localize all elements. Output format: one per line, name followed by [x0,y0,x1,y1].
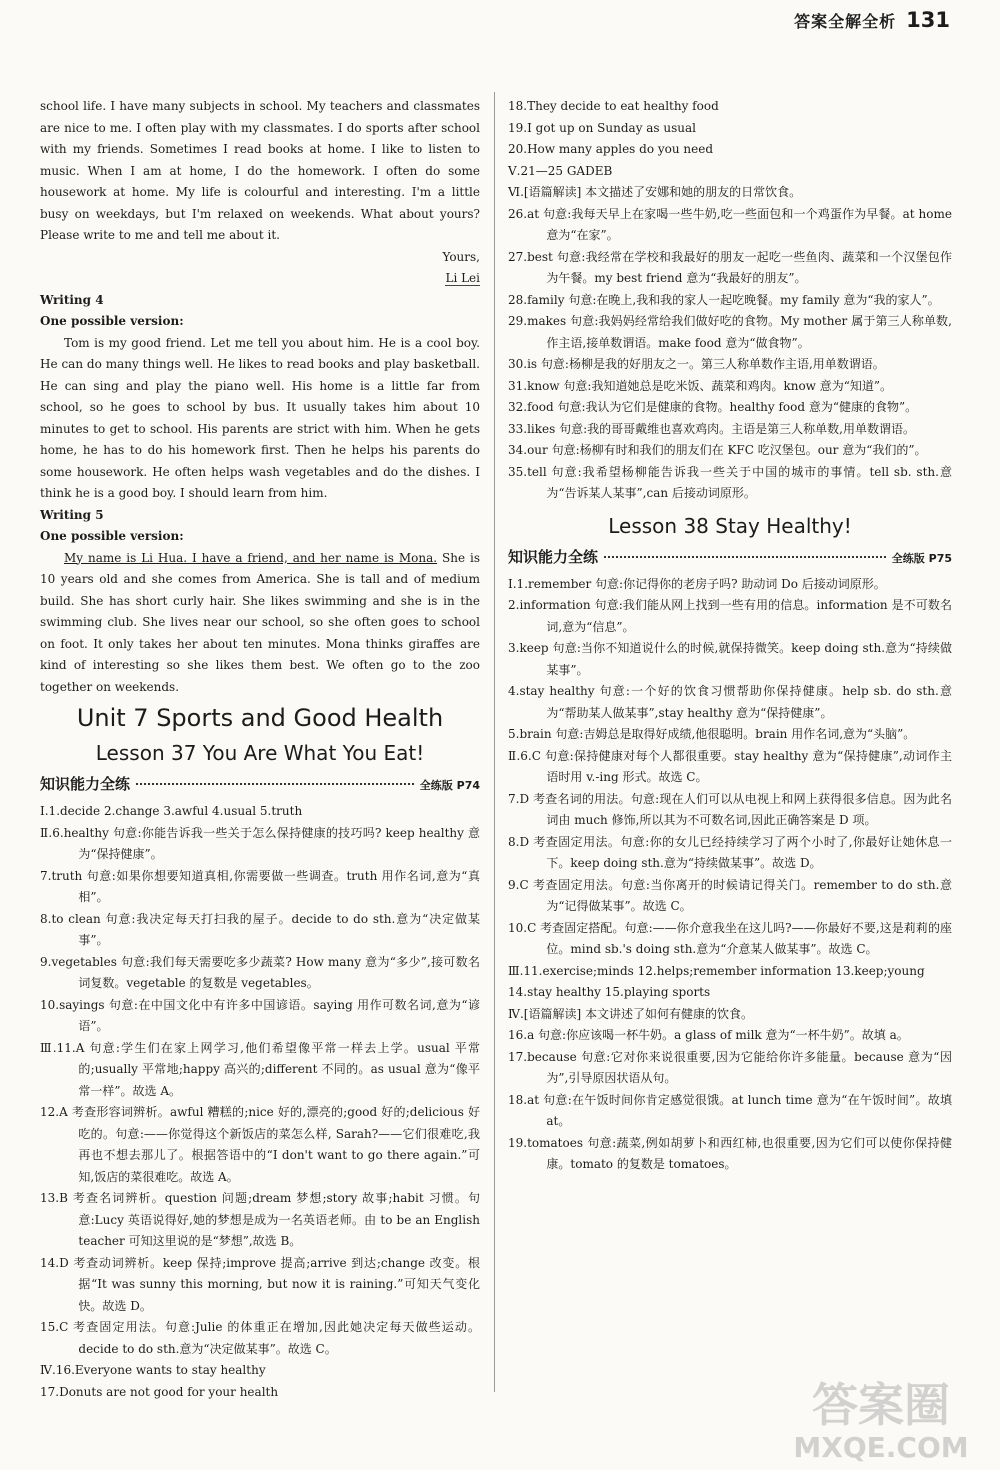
answer-item: Ⅰ.1.remember 句意:你记得你的老房子吗? 助动词 Do 后接动词原形。 [508,576,886,591]
answer-item: Ⅳ.[语篇解读] 本文讲述了如何有健康的饮食。 [508,1006,753,1021]
right-answer-list-bottom [508,574,952,1176]
writing5-rest: She is 10 years old and she comes from America. She is tall and of medium build. She has short curly hair. She likes swimming and she is in the swimming club. She lives near our school, so she often goes to school on foot. It only takes her about ten minutes. Mona thinks giraffes are kind of interesting so she likes them best. We often go to the zoo together on weekends. [40,550,480,694]
writing5-text [40,548,480,699]
answer-item: 31.know 句意:我知道她总是吃米饭、蔬菜和鸡肉。know 意为“知道”。 [508,378,893,393]
writing4-title: Writing 4 [40,292,104,307]
section-header-left [40,772,480,798]
answer-item: 34.our 句意:杨柳有时和我们的朋友们在 KFC 吃汉堡包。our 意为“我们的”。 [508,443,927,457]
answer-item: 32.food 句意:我认为它们是健康的食物。healthy food 意为“健康的食物”。 [508,400,918,414]
column-divider [494,92,495,1392]
section-header-right [508,545,952,571]
answer-item: 10.C 考查固定搭配。句意:——你介意我坐在这儿吗?——你最好不要,这是莉莉的座位。mind sb.'s doing sth.意为“介意某人做某事”。故选 C。 [508,920,952,956]
page-number: 131 [906,8,950,32]
writing3-paragraph: school life. I have many subjects in school. My teachers and classmates are nice to me. I often play with my classmates. I do sports after school with my friends. Sometimes I read books at home. I like to listen to music. When I am at home, I do the homework. I often do some housework at home. My life is colourful and interesting. I'm a little busy on weekdays, but I'm relaxed on weekends. What about yours? Please write to me and tell me about it. [40,99,480,242]
watermark-line1: 答案圈 [812,1378,950,1432]
right-answer-list-top [508,96,952,505]
answer-item: Ⅲ.11.exercise;minds 12.helps;remember information 13.keep;young [508,963,925,978]
answer-item: 18.at 句意:在午饭时间你肯定感觉很饿。at lunch time 意为“在午饭时间”。故填 at。 [508,1092,952,1128]
lesson-38-title: Lesson 38 Stay Healthy! [608,513,852,538]
lesson-37-title: Lesson 37 You Are What You Eat! [95,741,425,765]
unit-title: Unit 7 Sports and Good Health [76,704,444,732]
writing4-text: Tom is my good friend. Let me tell you about him. He is a cool boy. He can do many things well. He likes to read books and play basketball. He can sing and play the piano well. His home is a little far from school, so he goes to school by bus. It usually takes him about 10 minutes to get to school. His parents are strict with him. When he gets home, he has to do his homework first. Then he helps his parents do some housework. He often helps wash vegetables and do the dishes. I think he is a good boy. I should learn from him. [40,335,480,500]
answer-item: 30.is 句意:杨柳是我的好朋友之一。第三人称单数作主语,用单数谓语。 [508,357,885,371]
writing5-title: Writing 5 [40,507,104,522]
dotted-leader [604,556,886,558]
answer-item: Ⅱ.6.healthy 句意:你能告诉我一些关于怎么保持健康的技巧吗? keep healthy 意为“保持健康”。 [40,825,480,861]
answer-item: 7.D 考查名词的用法。句意:现在人们可以从电视上和网上获得很多信息。因为此名词由 much 修饰,所以其为不可数名词,因此正确答案是 D 项。 [508,791,952,827]
answer-item: 9.C 考查固定用法。句意:当你离开的时候请记得关门。remember to do sth.意为“记得做某事”。故选 C。 [508,877,952,913]
answer-item: 15.C 考查固定用法。句意:Julie 的体重正在增加,因此她决定每天做些运动。decide to do sth.意为“决定做某事”。故选 C。 [40,1320,480,1356]
answer-item: 28.family 句意:在晚上,我和我的家人一起吃晚餐。my family 意为“我的家人”。 [508,292,940,307]
letter-signature: Li Lei [445,271,480,285]
answer-item: Ⅲ.11.A 句意:学生们在家上网学习,他们希望像平常一样去上学。usual 平常的;usually 平常地;happy 高兴的;different 不同的。as usual 意为“像平常一样”。故选 A。 [40,1040,480,1098]
answer-item: Ⅴ.21—25 GADEB [508,163,613,178]
answer-item: 20.How many apples do you need [508,142,714,156]
answer-item: 19.I got up on Sunday as usual [508,120,697,135]
answer-item: 17.Donuts are not good for your health [40,1384,279,1399]
writing4-version: One possible version: [40,314,184,328]
watermark-logo [779,1369,984,1464]
answer-item: 16.a 句意:你应该喝一杯牛奶。a glass of milk 意为“一杯牛奶”。故填 a。 [508,1028,909,1042]
dotted-leader [136,783,414,785]
section-version: 全练版 P74 [419,779,480,792]
answer-item: 14.D 考查动词辨析。keep 保持;improve 提高;arrive 到达;change 改变。根据“It was sunny this morning, but now it is raining.”可知天气变化快。故选 D。 [40,1255,480,1313]
right-column [508,96,952,1176]
answer-item: 14.stay healthy 15.playing sports [508,985,711,999]
answer-item: Ⅰ.1.decide 2.change 3.awful 4.usual 5.truth [40,804,303,818]
answer-item: 12.A 考查形容词辨析。awful 糟糕的;nice 好的,漂亮的;good 好的;delicious 好吃的。句意:——你觉得这个新饭店的菜怎么样, Sarah?——它们很难吃,我再也不想去那儿了。根据答语中的“I don't want to go there again.”可知,饭店的菜很难吃。故选 A。 [40,1105,480,1184]
answer-item: 13.B 考查名词辨析。question 问题;dream 梦想;story 故事;habit 习惯。句意:Lucy 英语说得好,她的梦想是成为一名英语老师。由 to be an English teacher 可知这里说的是“梦想”,故选 B。 [40,1191,480,1248]
section-title: 知识能力全练 [40,775,131,793]
left-column [40,96,480,1403]
answer-item: 2.information 句意:我们能从网上找到一些有用的信息。information 是不可数名词,意为“信息”。 [508,598,952,634]
answer-item: 5.brain 句意:吉姆总是取得好成绩,他很聪明。brain 用作名词,意为“头脑”。 [508,727,916,741]
answer-item: 35.tell 句意:我希望杨柳能告诉我一些关于中国的城市的事情。tell sb. sth.意为“告诉某人某事”,can 后接动词原形。 [508,464,952,500]
answer-item: 27.best 句意:我经常在学校和我最好的朋友一起吃一些鱼肉、蔬菜和一个汉堡包作为午餐。my best friend 意为“我最好的朋友”。 [508,249,952,285]
writing5-version: One possible version: [40,529,184,543]
answer-item: 29.makes 句意:我妈妈经常给我们做好吃的食物。My mother 属于第三人称单数,作主语,接单数谓语。make food 意为“做食物”。 [508,314,952,350]
answer-item: Ⅵ.[语篇解读] 本文描述了安娜和她的朋友的日常饮食。 [508,185,802,199]
answer-item: 7.truth 句意:如果你想要知道真相,你需要做一些调查。truth 用作名词,意为“真相”。 [40,868,480,904]
answer-item: 17.because 句意:它对你来说很重要,因为它能给你许多能量。because 意为“因为”,引导原因状语从句。 [508,1049,952,1085]
answer-item: 8.D 考查固定用法。句意:你的女儿已经持续学习了两个小时了,你最好让她休息一下。keep doing sth.意为“持续做某事”。故选 D。 [508,834,952,870]
header-title: 答案全解全析 [794,11,897,31]
answer-item: Ⅳ.16.Everyone wants to stay healthy [40,1363,266,1377]
page-header [794,2,950,38]
section-version: 全练版 P75 [891,551,952,565]
letter-signoff: Yours, [442,249,480,264]
answer-item: 18.They decide to eat healthy food [508,99,719,113]
watermark-line2: MXQE.COM [793,1431,969,1464]
answer-item: 26.at 句意:我每天早上在家喝一些牛奶,吃一些面包和一个鸡蛋作为早餐。at home 意为“在家”。 [508,206,952,242]
answer-item: 3.keep 句意:当你不知道说什么的时候,就保持微笑。keep doing sth.意为“持续做某事”。 [508,641,952,677]
answer-item: 9.vegetables 句意:我们每天需要吃多少蔬菜? How many 意为“多少”,接可数名词复数。vegetable 的复数是 vegetables。 [40,954,480,990]
writing5-underlined: My name is Li Hua. I have a friend, and her name is Mona. [64,550,438,565]
answer-item: 19.tomatoes 句意:蔬菜,例如胡萝卜和西红柿,也很重要,因为它们可以使你保持健康。tomato 的复数是 tomatoes。 [508,1135,952,1171]
left-answer-list [40,801,480,1403]
answer-item: 33.likes 句意:我的哥哥戴维也喜欢鸡肉。主语是第三人称单数,用单数谓语。 [508,421,915,436]
answer-item: 8.to clean 句意:我决定每天打扫我的屋子。decide to do sth.意为“决定做某事”。 [40,911,480,947]
answer-item: 4.stay healthy 句意:一个好的饮食习惯帮助你保持健康。help sb. do sth.意为“帮助某人做某事”,stay healthy 意为“保持健康”。 [508,684,952,720]
answer-item: 10.sayings 句意:在中国文化中有许多中国谚语。saying 用作可数名词,意为“谚语”。 [40,997,480,1033]
section-title: 知识能力全练 [508,547,599,566]
answer-item: Ⅱ.6.C 句意:保持健康对每个人都很重要。stay healthy 意为“保持健康”,动词作主语时用 v.-ing 形式。故选 C。 [508,748,952,784]
